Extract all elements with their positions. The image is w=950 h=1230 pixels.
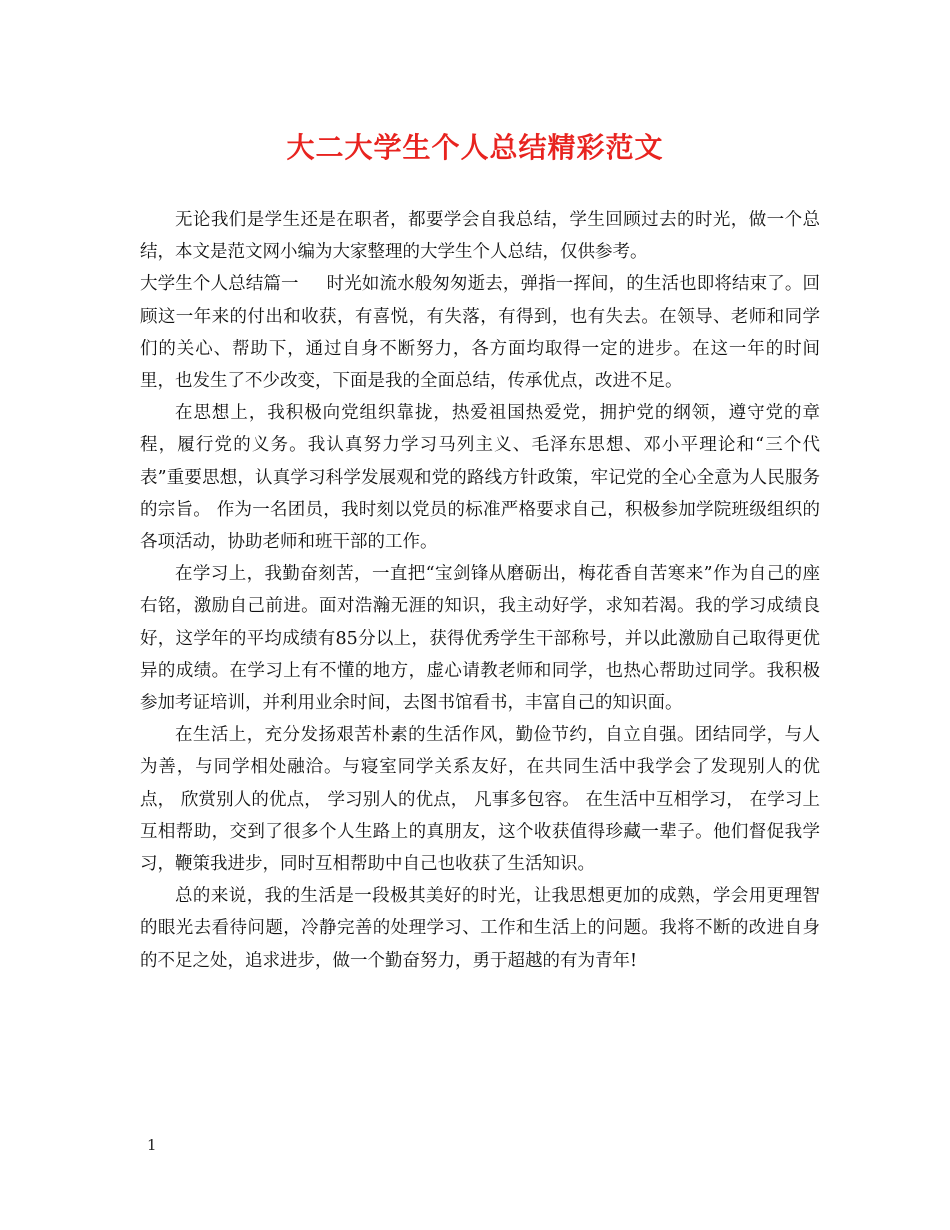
study-paragraph: 在学习上，我勤奋刻苦，一直把“宝剑锋从磨砺出，梅花香自苦寒来”作为自己的座右铭，激励自己前进。面对浩瀚无涯的知识，我主动好学，求知若渴。我的学习成绩良好，这学年的平均成绩有85分以上，获得优秀学生干部称号，并以此激励自己取得更优异的成绩。在学习上有不懂的地方，虚心请教老师和同学，也热心帮助过同学。我积极参加考证培训，并利用业余时间，去图书馆看书，丰富自己的知识面。: [140, 564, 820, 714]
document-body: [140, 204, 820, 977]
page-number: 1: [147, 1136, 157, 1154]
life-paragraph: 在生活上，充分发扬艰苦朴素的生活作风，勤俭节约，自立自强。团结同学，与人为善，与同学相处融洽。与寝室同学关系友好，在共同生活中我学会了发现别人的优点， 欣赏别人的优点， 学习别人的优点， 凡事多包容。 在生活中互相学习， 在学习上互相帮助，交到了很多个人生路上的真朋友，这个收获值得珍藏一辈子。他们督促我学习，鞭策我进步，同时互相帮助中自己也收获了生活知识。: [140, 725, 820, 875]
section-one-paragraph: [140, 268, 820, 397]
conclusion-paragraph: 总的来说，我的生活是一段极其美好的时光，让我思想更加的成熟，学会用更理智的眼光去看待问题，冷静完善的处理学习、工作和生活上的问题。我将不断的改进自身的不足之处，追求进步，做一个勤奋努力，勇于超越的有为青年!: [140, 886, 820, 971]
section-opening-text: 时光如流水般匆匆逝去，弹指一挥间，的生活也即将结束了。回顾这一年来的付出和收获，有喜悦，有失落，有得到，也有失去。在领导、老师和同学们的关心、帮助下，通过自身不断努力，各方面均取得一定的进步。在这一年的时间里，也发生了不少改变，下面是我的全面总结，传承优点，改进不足。: [140, 274, 820, 392]
section-heading: 大学生个人总结篇一: [140, 274, 299, 295]
document-title: 大二大学生个人总结精彩范文: [286, 131, 664, 164]
thought-paragraph: 在思想上，我积极向党组织靠拢，热爱祖国热爱党，拥护党的纲领，遵守党的章程，履行党的义务。我认真努力学习马列主义、毛泽东思想、邓小平理论和“三个代表”重要思想，认真学习科学发展观和党的路线方针政策，牢记党的全心全意为人民服务的宗旨。 作为一名团员，我时刻以党员的标准严格要求自己，积极参加学院班级组织的各项活动，协助老师和班干部的工作。: [140, 403, 820, 553]
intro-paragraph: 无论我们是学生还是在职者，都要学会自我总结，学生回顾过去的时光，做一个总结，本文是范文网小编为大家整理的大学生个人总结，仅供参考。: [140, 210, 820, 263]
